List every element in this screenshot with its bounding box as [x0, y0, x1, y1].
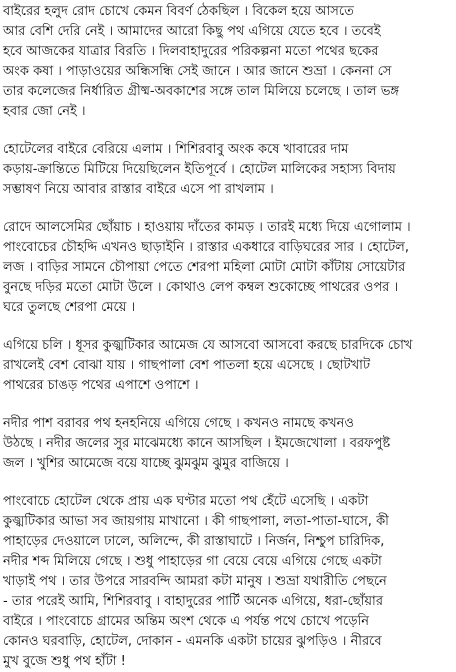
text-line: আর বেশি দেরি নেই । আমাদের আরো কিছু পথ এগিয়ে যেতে হবে । তবেই [3, 24, 381, 39]
text-line: এগিয়ে চলি । ধূসর কুজ্ঝটিকার আমেজ যে আসবো আসবো করছে চারদিকে চোখ [3, 338, 413, 353]
text-line: সম্ভাষণ নিয়ে আবার রাস্তার বাইরে এসে পা রাখলাম । [3, 182, 274, 197]
paragraph-2 [3, 140, 453, 200]
text-line: বুনছে দড়ির মতো মোটা উলে । কোথাও লেপ কম্বল শুকোচ্ছে পাথরের ওপর । [3, 280, 399, 295]
text-line: উঠছে । নদীর জলের সুর মাঝেমধ্যে কানে আসছিল । ইমজেখোলা । বরফপুষ্ট [3, 436, 391, 451]
text-line: ঘরে তুলছে শেরপা মেয়ে । [3, 300, 136, 315]
text-line: কড়ায়-ক্রান্তিতে মিটিয়ে দিয়েছিলেন ইতিপূর্বে । হোটেল মালিকের সহাস্য বিদায় [3, 162, 396, 177]
text-line: বাইরে । পাংবোচে গ্রামের অন্তিম অংশ থেকে এ পর্যন্ত পথে চোখে পড়েনি [3, 614, 369, 629]
paragraph-5 [3, 414, 453, 474]
text-line: জল । খুশির আমেজে বয়ে যাচ্ছে ঝুমঝুম ঝুমুর বাজিয়ে । [3, 456, 289, 471]
paragraph-4 [3, 336, 453, 396]
paragraph-3 [3, 218, 453, 318]
paragraph-6 [3, 492, 453, 672]
text-line: পাংবোচে হোটেল থেকে প্রায় এক ঘণ্টার মতো পথ হেঁটে এসেছি । একটা [3, 494, 369, 509]
text-line: পাহাড়ের দেওয়ালে ঢালে, অলিন্দে, কী রাস্তাঘাটে । নির্জন, নিশ্চুপ চারিদিক, [3, 534, 385, 549]
text-line: পাংবোচের চৌহদ্দি এখনও ছাড়াইনি । রাস্তার একধারে বাড়িঘরের সার । হোটেল, [3, 240, 409, 255]
text-line: কোনও ঘরবাড়ি, হোটেল, দোকান - এমনকি একটা চায়ের ঝুপড়িও । নীরবে [3, 634, 382, 649]
text-line: মুখ বুজে শুধু পথ হাঁটা ! [3, 654, 126, 669]
text-line: বাইরের হলুদ রোদ চোখে কেমন বিবর্ণ ঠেকছিল । বিকেল হয়ে আসতে [3, 4, 354, 19]
text-line: লজ । বাড়ির সামনে চৌপায়া পেতে শেরপা মহিলা মোটা মোটা কাঁটায় সোয়েটার [3, 260, 406, 275]
text-line: নদীর শব্দ মিলিয়ে গেছে । শুধু পাহাড়ের গা বেয়ে বেয়ে এগিয়ে গেছে একটা [3, 554, 382, 569]
text-line: রাখলেই বেশ বোঝা যায় । গাছপালা বেশ পাতলা হয়ে এসেছে । ছোটখাট [3, 358, 371, 373]
text-line: খাড়াই পথ । তার উপরে সারবন্দি আমরা কটা মানুষ । শুভ্রা যথারীতি পেছনে [3, 574, 387, 589]
text-line: অংক কষা । পাড়াওয়ের অন্ধিসন্ধি সেই জানে । আর জানে শুভ্রা । কেননা সে [3, 64, 392, 79]
text-line: তার কলেজের নির্ধারিত গ্রীষ্ম-অবকাশের সঙ্গে তাল মিলিয়ে চলেছে । তাল ভঙ্গ [3, 84, 399, 99]
document-page [3, 2, 453, 669]
text-line: নদীর পাশ বরাবর পথ হনহনিয়ে এগিয়ে গেছে । কখনও নামছে কখনও [3, 416, 354, 431]
text-line: হোটেলের বাইরে বেরিয়ে এলাম । শিশিরবাবু অংক কষে খাবারের দাম [3, 142, 349, 157]
paragraph-1 [3, 2, 453, 122]
text-line: - তার পরেই আমি, শিশিরবাবু । বাহাদুরের পার্টি অনেক এগিয়ে, ধরা-ছোঁয়ার [3, 594, 383, 609]
text-line: রোদে আলসেমির ছোঁয়াচ । হাওয়ায় দাঁতের কামড় । তারই মধ্যে দিয়ে এগোলাম । [3, 220, 411, 235]
text-line: কুজ্ঝটিকার আভা সব জায়গায় মাখানো । কী গাছপালা, লতা-পাতা-ঘাসে, কী [3, 514, 389, 529]
text-line: পাথরের চাঙড় পথের এপাশে ওপাশে । [3, 378, 199, 393]
text-line: হবে আজকের যাত্রার বিরতি । দিলবাহাদুরের পরিকল্পনা মতো পথের ছকের [3, 44, 379, 59]
text-line: হবার জো নেই । [3, 104, 86, 119]
